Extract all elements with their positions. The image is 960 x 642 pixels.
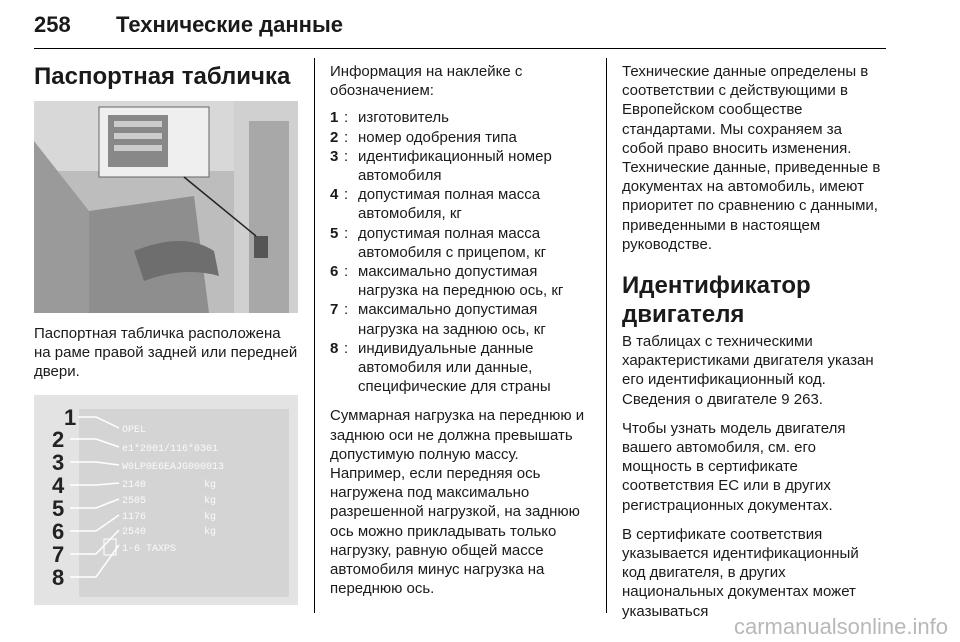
legend-intro: Информация на наклейке с обозначением:: [330, 63, 523, 100]
item-number: 4: [330, 186, 339, 204]
watermark: carmanualsonline.info: [733, 614, 948, 639]
column-divider-1: [314, 58, 315, 613]
page-number: 258: [34, 12, 71, 37]
callout-number: 1: [64, 404, 77, 430]
item-text: максимально допустимая нагрузка на переднюю ось, кг: [358, 263, 564, 300]
list-item: 4 : допустимая полная масса автомобиля, кг: [330, 185, 592, 223]
plate-line: OPEL: [122, 424, 147, 436]
plate-line: 2505: [122, 495, 147, 507]
plate-diagram: [34, 395, 298, 605]
engine-code-paragraph: В таблицах с техническими характеристиками двигателя указан его идентификационный код. Сведения о двигателе 9 263.: [622, 333, 874, 408]
callout-number: 2: [52, 426, 65, 452]
tech-data-paragraph: Технические данные определены в соответствии с действующими в Европейском сообществе стандартами. Мы сохраняем за собой право вносить изменения. Технические данные, приведенные в документах на автомобиль, имеют приоритет по сравнению с данными, приведенными в настоящем руководстве.: [622, 63, 881, 253]
callout-number: 8: [52, 564, 65, 590]
plate-line: 2140: [122, 479, 147, 491]
item-text: индивидуальные данные автомобиля или данные, специфические для страны: [358, 339, 551, 396]
column-2: [330, 62, 592, 598]
axle-load-paragraph: Суммарная нагрузка на переднюю и заднюю оси не должна превышать допустимую полную массу. Например, если передняя ось нагружена под максимально разрешенной нагрузкой, на заднюю ось можно прикладывать только нагрузку, равную общей массе автомобиля минус нагрузка на переднюю ось.: [330, 407, 585, 598]
header-divider: [34, 48, 886, 49]
list-item: 1 : изготовитель: [330, 108, 592, 127]
column-1: [34, 62, 298, 605]
item-number: 7: [330, 301, 339, 319]
unit-label: kg: [204, 495, 217, 507]
callout-number: 6: [52, 518, 65, 544]
item-text: номер одобрения типа: [358, 128, 517, 146]
item-text: идентификационный номер автомобиля: [358, 147, 552, 185]
item-number: 1: [330, 109, 339, 127]
callout-number: 7: [52, 541, 65, 567]
list-item: 6 : максимально допустимая нагрузка на переднюю ось, кг: [330, 262, 592, 300]
plate-label-figure: [34, 395, 298, 605]
list-item: 7 : максимально допустимая нагрузка на заднюю ось, кг: [330, 300, 592, 338]
plate-location-caption: Паспортная табличка расположена на раме правой задней или передней двери.: [34, 325, 298, 381]
section-title-engine: Идентификатор двигателя: [622, 272, 811, 329]
certificate-paragraph: В сертификате соответствия указывается идентификационный код двигателя, в других национальных документах может указываться: [622, 525, 859, 620]
car-door-pillar-photo: [34, 101, 298, 313]
unit-label: kg: [204, 526, 217, 538]
item-number: 5: [330, 224, 339, 242]
callout-number: 4: [52, 472, 65, 498]
plate-line: 2540: [122, 526, 147, 538]
door-photo-illustration: [34, 101, 298, 313]
column-divider-2: [606, 58, 607, 613]
list-item: 5 : допустимая полная масса автомобиля с прицепом, кг: [330, 224, 592, 262]
plate-line: W0LP0E6EAJG000013: [122, 461, 225, 473]
item-number: 8: [330, 339, 339, 357]
list-item: 8 : индивидуальные данные автомобиля или данные, специфические для страны: [330, 339, 592, 397]
unit-label: kg: [204, 479, 217, 491]
item-text: изготовитель: [358, 109, 449, 127]
plate-line: e1*2001/116*0301: [122, 443, 219, 455]
item-number: 2: [330, 128, 339, 146]
column-3: [622, 62, 886, 621]
chapter-title: Технические данные: [116, 12, 343, 37]
plate-line: 1176: [122, 511, 147, 523]
plate-line: 1-6 TAXPS: [122, 543, 177, 555]
callout-number: 3: [52, 449, 65, 475]
item-number: 6: [330, 263, 339, 281]
item-text: допустимая полная масса автомобиля с прицепом, кг: [358, 224, 547, 261]
engine-model-paragraph: Чтобы узнать модель двигателя вашего автомобиля, см. его мощность в сертификате соответствия ЕС или в других регистрационных документах.: [622, 419, 846, 514]
item-number: 3: [330, 147, 339, 165]
legend-list: [330, 108, 592, 396]
section-title-plate: Паспортная табличка: [34, 63, 291, 90]
list-item: 3 : идентификационный номер автомобиля: [330, 147, 592, 185]
page-header: [34, 8, 886, 48]
item-text: максимально допустимая нагрузка на заднюю ось, кг: [358, 301, 546, 338]
item-text: допустимая полная масса автомобиля, кг: [358, 186, 541, 223]
list-item: 2 : номер одобрения типа: [330, 128, 592, 147]
callout-number: 5: [52, 495, 65, 521]
unit-label: kg: [204, 511, 217, 523]
